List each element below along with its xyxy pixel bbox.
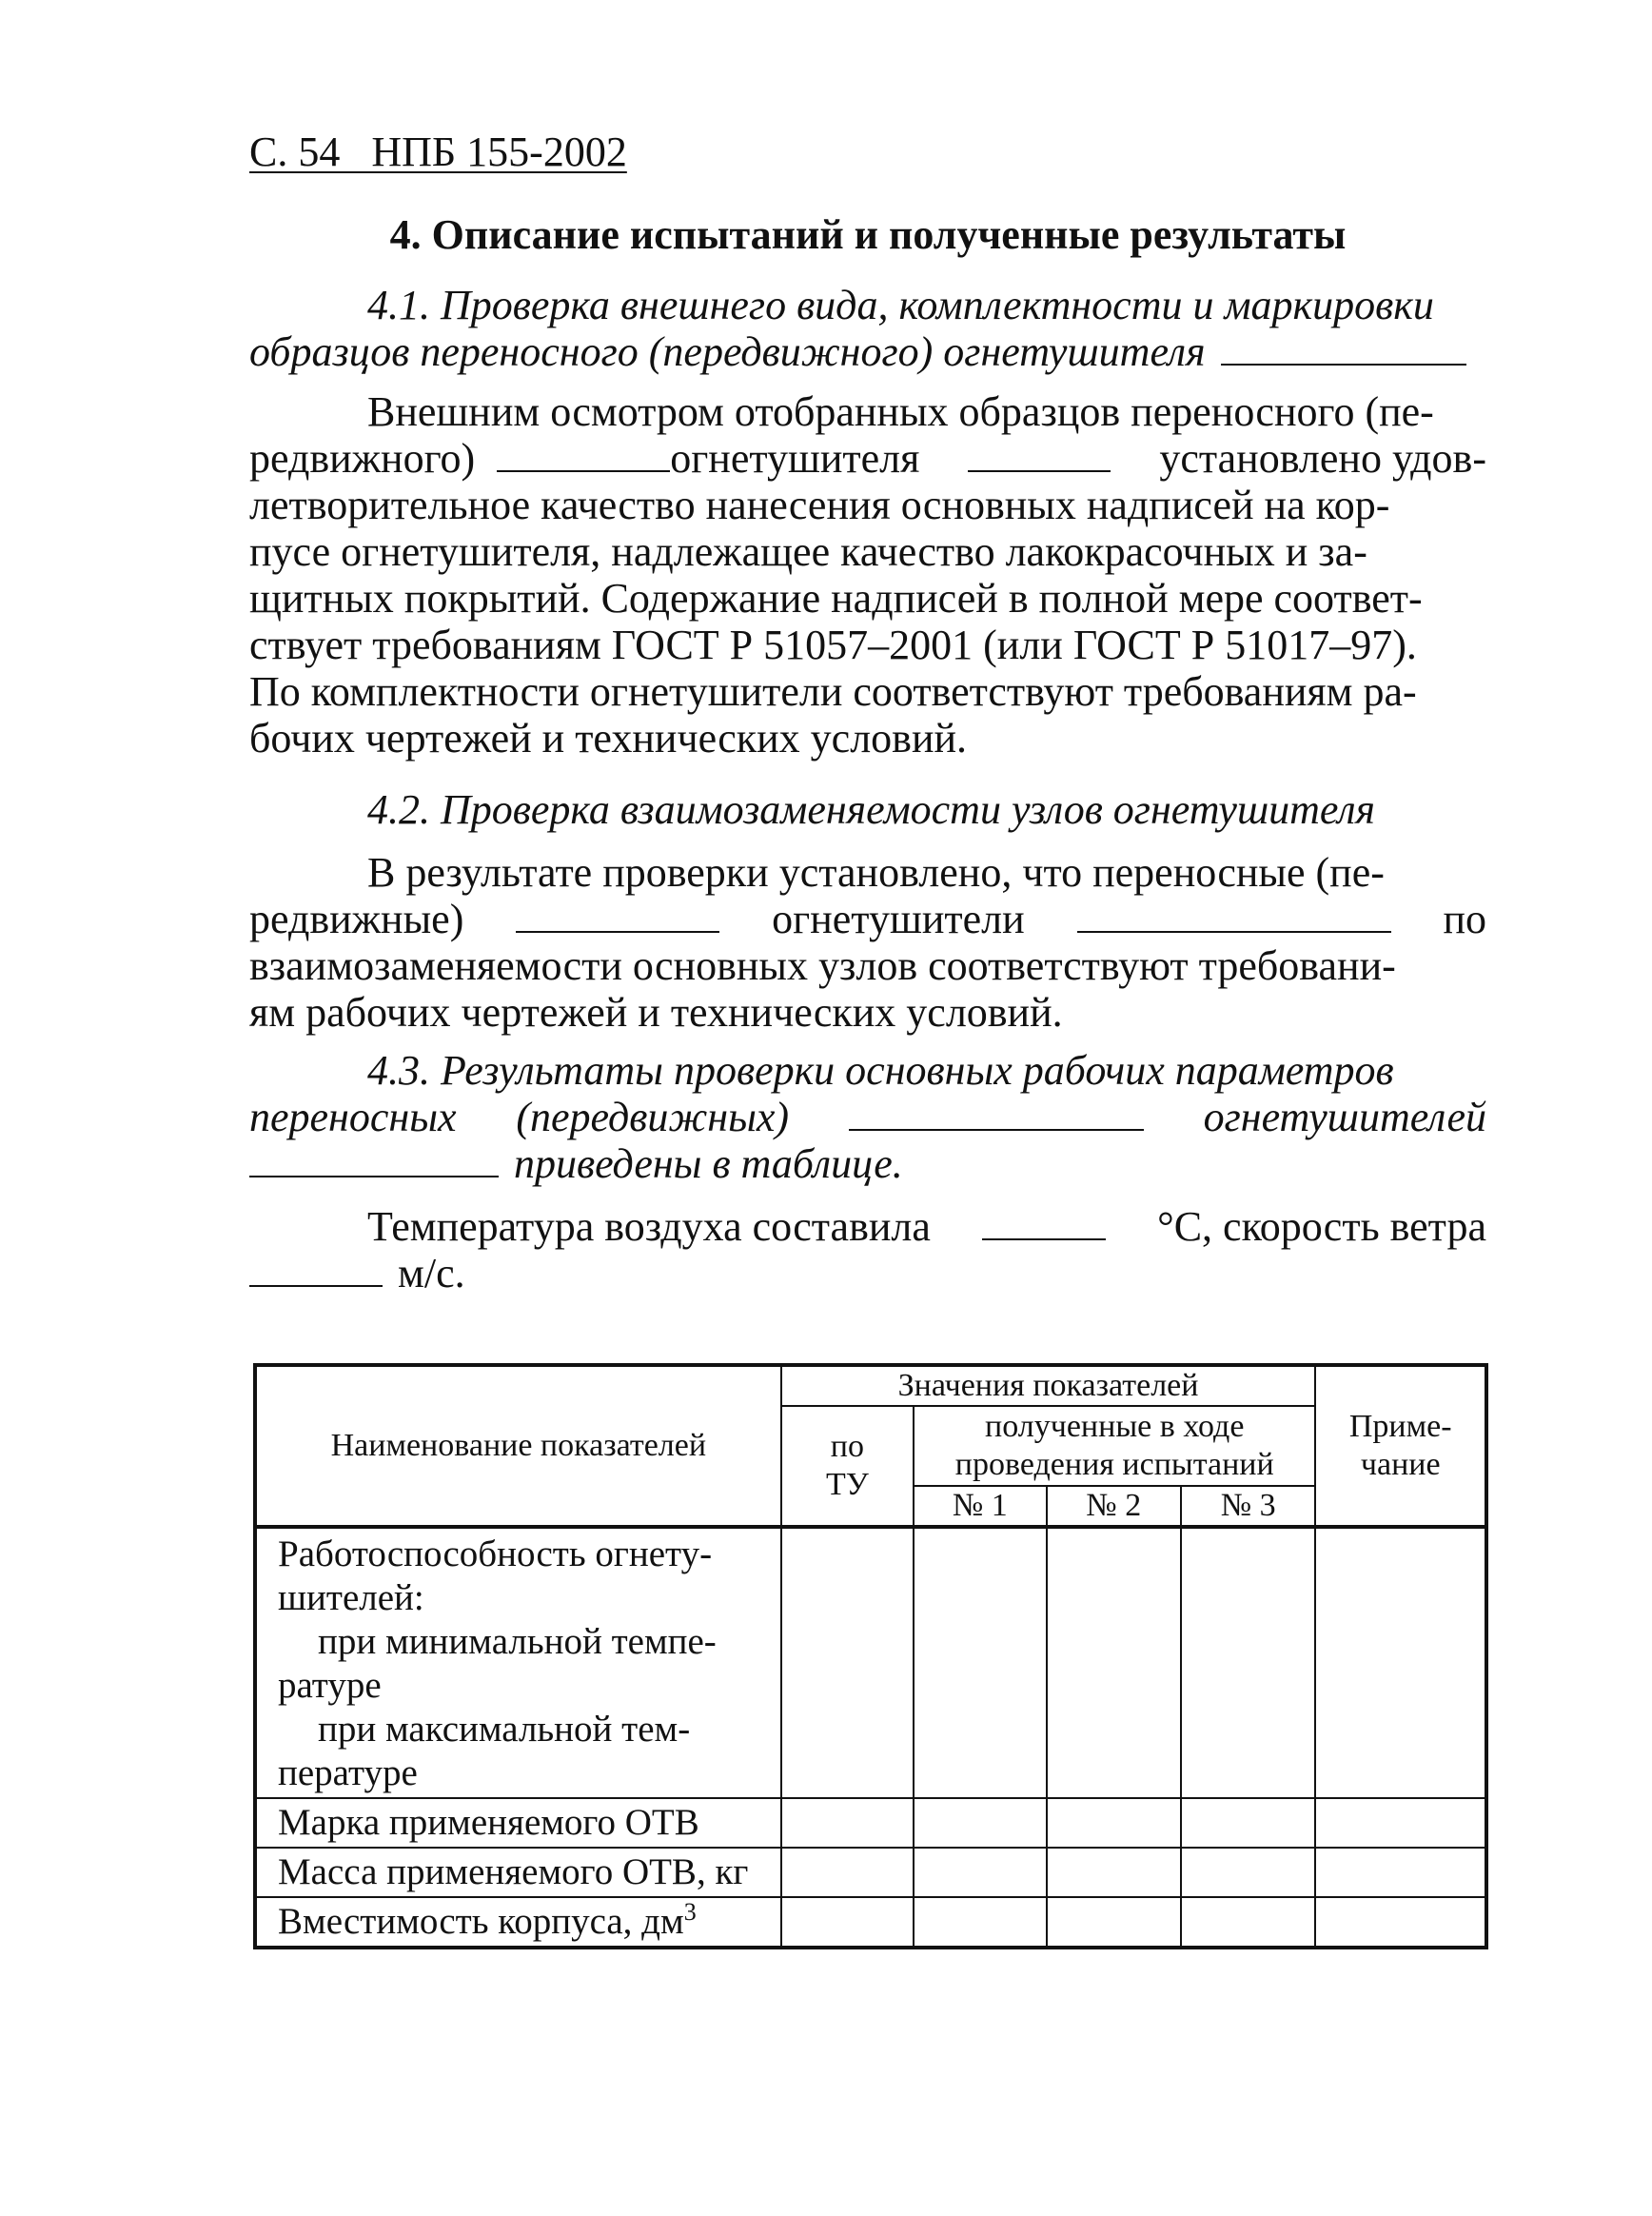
row-label-agent-mass: Масса применяемого ОТВ, кг bbox=[255, 1848, 781, 1897]
column-header-n1: № 1 bbox=[914, 1486, 1046, 1527]
paragraph-line: В результате проверки установлено, что переносные (пе- bbox=[367, 849, 1385, 896]
paragraph-line: летворительное качество нанесения основных надписей на кор- bbox=[249, 482, 1390, 528]
blank-field[interactable] bbox=[1077, 897, 1391, 933]
wind-label: °С, скорость ветра bbox=[1157, 1203, 1486, 1250]
column-header-by-tu: по ТУ bbox=[781, 1406, 914, 1527]
blank-field[interactable] bbox=[968, 436, 1111, 472]
blank-field[interactable] bbox=[516, 897, 719, 933]
column-header-n2: № 2 bbox=[1047, 1486, 1181, 1527]
paragraph-line: ствует требованиям ГОСТ Р 51057–2001 (или ГОСТ Р 51017–97). bbox=[249, 622, 1417, 668]
table-row bbox=[255, 1527, 1486, 1798]
table-cell[interactable] bbox=[914, 1527, 1046, 1798]
blank-field[interactable] bbox=[497, 436, 670, 472]
subsection-4-3-title bbox=[249, 1047, 1486, 1187]
paragraph-text: установлено удов- bbox=[1159, 435, 1486, 482]
column-header-n3: № 3 bbox=[1181, 1486, 1315, 1527]
table-cell[interactable] bbox=[1315, 1897, 1486, 1948]
section-title: 4. Описание испытаний и полученные результаты bbox=[389, 211, 1347, 258]
table-cell[interactable] bbox=[1315, 1798, 1486, 1848]
subsection-4-1-title bbox=[249, 282, 1486, 375]
paragraph-line: взаимозаменяемости основных узлов соответствуют требовани- bbox=[249, 942, 1396, 989]
table-cell[interactable] bbox=[1047, 1527, 1181, 1798]
subsection-4-3-text: (передвижных) bbox=[516, 1094, 790, 1140]
page-header: С. 54 НПБ 155-2002 bbox=[249, 129, 627, 175]
subsection-4-3-text: переносных bbox=[249, 1094, 457, 1140]
table-cell[interactable] bbox=[1315, 1848, 1486, 1897]
row-label-operability: Работоспособность огнету- шителей: при минимальной темпе- ратуре при максимальной тем- пературе bbox=[255, 1527, 781, 1798]
blank-field[interactable] bbox=[849, 1095, 1144, 1131]
subsection-4-1-paragraph bbox=[249, 388, 1486, 762]
table-row bbox=[255, 1848, 1486, 1897]
subsection-4-3-title-line1: 4.3. Результаты проверки основных рабочих параметров bbox=[367, 1047, 1394, 1094]
subsection-4-2-paragraph bbox=[249, 849, 1486, 1036]
table-row bbox=[255, 1897, 1486, 1948]
row-label-agent-brand: Марка применяемого ОТВ bbox=[255, 1798, 781, 1848]
paragraph-text: по bbox=[1443, 896, 1486, 942]
paragraph-line: По комплектности огнетушители соответствуют требованиям ра- bbox=[249, 668, 1417, 715]
blank-field[interactable] bbox=[1221, 329, 1466, 366]
wind-unit: м/с. bbox=[398, 1250, 465, 1296]
blank-field[interactable] bbox=[249, 1141, 499, 1177]
temperature-blank[interactable] bbox=[982, 1204, 1106, 1240]
table-cell[interactable] bbox=[1181, 1798, 1315, 1848]
temperature-label: Температура воздуха составила bbox=[367, 1203, 931, 1250]
subsection-4-3-text: огнетушителей bbox=[1203, 1094, 1486, 1140]
paragraph-line: Внешним осмотром отобранных образцов переносного (пе- bbox=[367, 388, 1434, 435]
row-label-capacity: Вместимость корпуса, $дм^3$ bbox=[255, 1897, 781, 1948]
table-cell[interactable] bbox=[914, 1848, 1046, 1897]
table-cell[interactable] bbox=[1181, 1848, 1315, 1897]
table-cell[interactable] bbox=[1047, 1798, 1181, 1848]
paragraph-text: редвижного) bbox=[249, 435, 476, 482]
results-table bbox=[253, 1363, 1488, 1949]
column-header-values: Значения показателей bbox=[781, 1365, 1316, 1406]
paragraph-line: щитных покрытий. Содержание надписей в полной мере соответ- bbox=[249, 575, 1423, 622]
paragraph-text: редвижные) bbox=[249, 896, 464, 942]
column-header-note: Приме- чание bbox=[1315, 1365, 1486, 1527]
table-cell[interactable] bbox=[1181, 1527, 1315, 1798]
table-cell[interactable] bbox=[781, 1798, 914, 1848]
table-cell[interactable] bbox=[1315, 1527, 1486, 1798]
table-cell[interactable] bbox=[914, 1798, 1046, 1848]
paragraph-text: огнетушителя bbox=[670, 435, 920, 482]
subsection-4-1-title-line2: образцов переносного (передвижного) огнетушителя bbox=[249, 328, 1206, 375]
table-cell[interactable] bbox=[1181, 1897, 1315, 1948]
table-cell[interactable] bbox=[781, 1897, 914, 1948]
table-cell[interactable] bbox=[1047, 1848, 1181, 1897]
subsection-4-2-title-text: 4.2. Проверка взаимозаменяемости узлов огнетушителя bbox=[367, 786, 1376, 833]
column-header-obtained: полученные в ходе проведения испытаний bbox=[914, 1406, 1315, 1486]
table-cell[interactable] bbox=[1047, 1897, 1181, 1948]
table-row bbox=[255, 1798, 1486, 1848]
table-cell[interactable] bbox=[914, 1897, 1046, 1948]
conditions-paragraph bbox=[249, 1203, 1486, 1296]
subsection-4-3-text: приведены в таблице. bbox=[514, 1140, 903, 1187]
table-cell[interactable] bbox=[781, 1848, 914, 1897]
column-header-name: Наименование показателей bbox=[255, 1365, 781, 1527]
paragraph-line: бочих чертежей и технических условий. bbox=[249, 715, 968, 762]
table-cell[interactable] bbox=[781, 1527, 914, 1798]
wind-speed-blank[interactable] bbox=[249, 1251, 383, 1287]
paragraph-line: ям рабочих чертежей и технических условий. bbox=[249, 989, 1063, 1036]
paragraph-text: огнетушители bbox=[772, 896, 1025, 942]
paragraph-line: пусе огнетушителя, надлежащее качество лакокрасочных и за- bbox=[249, 528, 1367, 575]
subsection-4-1-title-line1: 4.1. Проверка внешнего вида, комплектности и маркировки bbox=[367, 282, 1434, 328]
subsection-4-2-title bbox=[249, 786, 1486, 833]
